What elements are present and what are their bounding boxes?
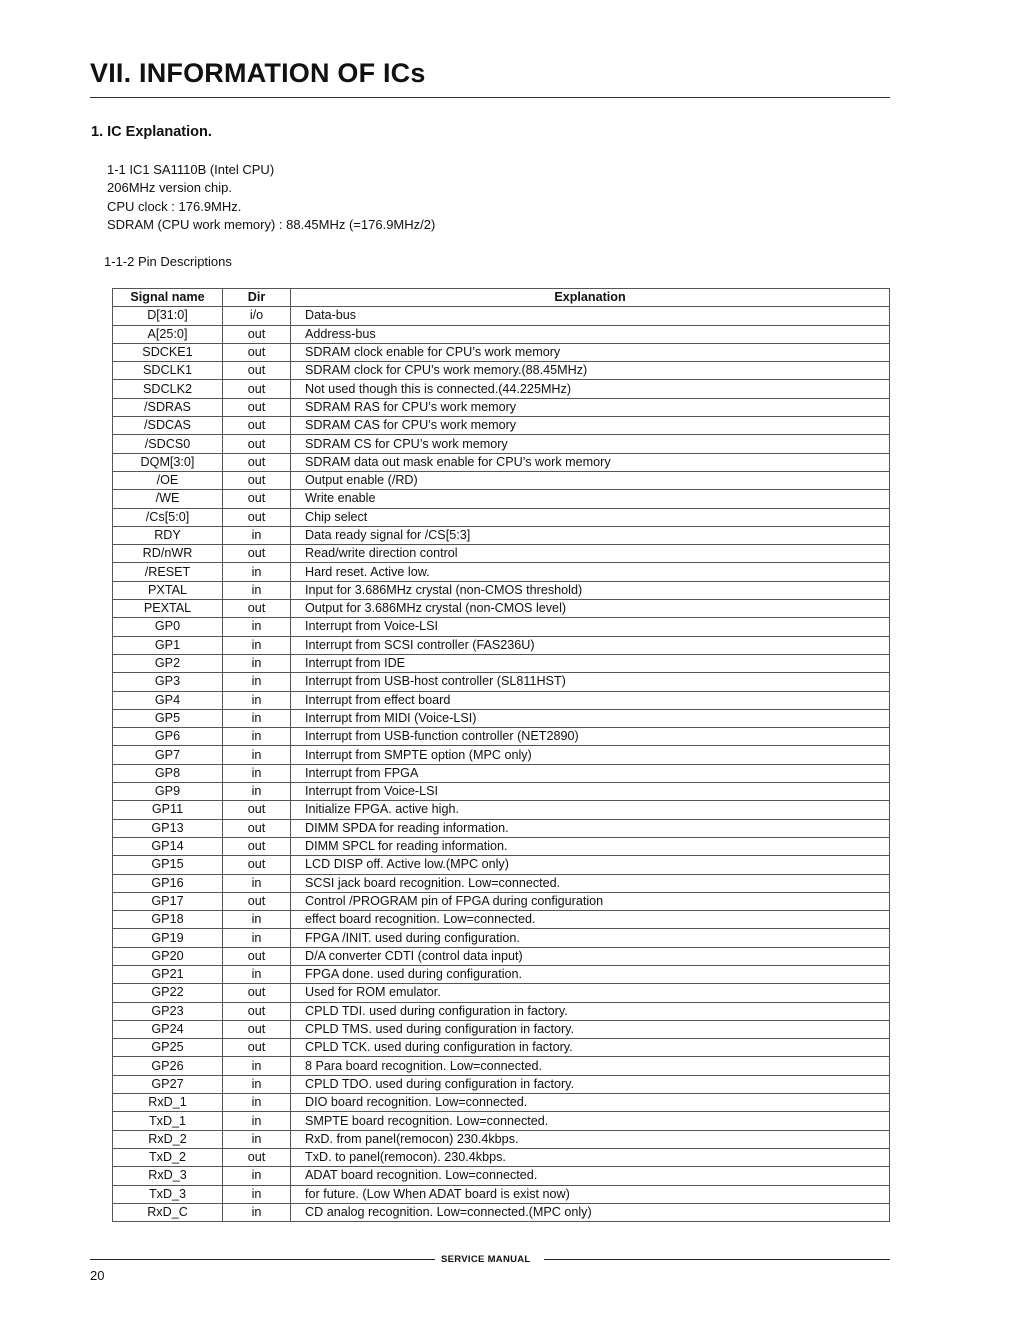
dir-cell: in <box>223 1094 291 1112</box>
table-row <box>113 362 890 380</box>
section-heading: 1. IC Explanation. <box>91 124 212 140</box>
dir-cell: in <box>223 1057 291 1075</box>
footer-rule-right <box>544 1259 890 1260</box>
signal-name-cell: GP26 <box>113 1057 223 1075</box>
dir-cell: out <box>223 947 291 965</box>
explanation-cell: Interrupt from SCSI controller (FAS236U) <box>291 636 890 654</box>
table-row <box>113 581 890 599</box>
explanation-cell: DIO board recognition. Low=connected. <box>291 1094 890 1112</box>
explanation-cell: 8 Para board recognition. Low=connected. <box>291 1057 890 1075</box>
dir-cell: in <box>223 636 291 654</box>
table-row <box>113 764 890 782</box>
dir-cell: in <box>223 783 291 801</box>
signal-name-cell: GP2 <box>113 654 223 672</box>
signal-name-cell: GP22 <box>113 984 223 1002</box>
explanation-cell: Interrupt from FPGA <box>291 764 890 782</box>
dir-cell: in <box>223 581 291 599</box>
explanation-cell: Initialize FPGA. active high. <box>291 801 890 819</box>
dir-cell: out <box>223 417 291 435</box>
intro-line: SDRAM (CPU work memory) : 88.45MHz (=176.9MHz/2) <box>107 216 436 232</box>
dir-cell: in <box>223 1167 291 1185</box>
dir-cell: out <box>223 1039 291 1057</box>
dir-cell: in <box>223 563 291 581</box>
dir-cell: in <box>223 691 291 709</box>
explanation-cell: CPLD TMS. used during configuration in factory. <box>291 1020 890 1038</box>
explanation-cell: CPLD TCK. used during configuration in factory. <box>291 1039 890 1057</box>
signal-name-cell: GP24 <box>113 1020 223 1038</box>
signal-name-cell: GP7 <box>113 746 223 764</box>
table-row <box>113 490 890 508</box>
signal-name-cell: RxD_3 <box>113 1167 223 1185</box>
signal-name-cell: RxD_1 <box>113 1094 223 1112</box>
dir-cell: out <box>223 984 291 1002</box>
dir-cell: in <box>223 618 291 636</box>
title-divider <box>90 97 890 98</box>
signal-name-cell: GP23 <box>113 1002 223 1020</box>
signal-name-cell: GP8 <box>113 764 223 782</box>
table-row <box>113 1057 890 1075</box>
dir-cell: in <box>223 746 291 764</box>
dir-cell: out <box>223 856 291 874</box>
table-row <box>113 343 890 361</box>
table-row <box>113 691 890 709</box>
table-row <box>113 380 890 398</box>
signal-name-cell: SDCLK1 <box>113 362 223 380</box>
dir-cell: in <box>223 526 291 544</box>
intro-line: 206MHz version chip. <box>107 180 232 196</box>
dir-cell: in <box>223 728 291 746</box>
table-row <box>113 1185 890 1203</box>
table-row <box>113 526 890 544</box>
explanation-cell: DIMM SPCL for reading information. <box>291 837 890 855</box>
table-row <box>113 563 890 581</box>
dir-cell: out <box>223 453 291 471</box>
table-row <box>113 783 890 801</box>
explanation-cell: TxD. to panel(remocon). 230.4kbps. <box>291 1148 890 1166</box>
table-row <box>113 600 890 618</box>
explanation-cell: Interrupt from Voice-LSI <box>291 618 890 636</box>
table-row <box>113 508 890 526</box>
signal-name-cell: A[25:0] <box>113 325 223 343</box>
dir-cell: in <box>223 673 291 691</box>
dir-cell: in <box>223 709 291 727</box>
signal-name-cell: RxD_2 <box>113 1130 223 1148</box>
header-explanation: Explanation <box>291 289 890 307</box>
table-row <box>113 325 890 343</box>
dir-cell: in <box>223 1203 291 1221</box>
explanation-cell: effect board recognition. Low=connected. <box>291 911 890 929</box>
signal-name-cell: /Cs[5:0] <box>113 508 223 526</box>
dir-cell: in <box>223 965 291 983</box>
signal-name-cell: RDY <box>113 526 223 544</box>
subsection-heading: 1-1-2 Pin Descriptions <box>104 254 232 269</box>
signal-name-cell: /RESET <box>113 563 223 581</box>
signal-name-cell: RxD_C <box>113 1203 223 1221</box>
dir-cell: i/o <box>223 307 291 325</box>
dir-cell: in <box>223 764 291 782</box>
table-row <box>113 911 890 929</box>
explanation-cell: Used for ROM emulator. <box>291 984 890 1002</box>
explanation-cell: Interrupt from SMPTE option (MPC only) <box>291 746 890 764</box>
explanation-cell: ADAT board recognition. Low=connected. <box>291 1167 890 1185</box>
dir-cell: out <box>223 325 291 343</box>
signal-name-cell: SDCLK2 <box>113 380 223 398</box>
explanation-cell: SDRAM data out mask enable for CPU’s work memory <box>291 453 890 471</box>
explanation-cell: Interrupt from Voice-LSI <box>291 783 890 801</box>
signal-name-cell: GP18 <box>113 911 223 929</box>
signal-name-cell: PEXTAL <box>113 600 223 618</box>
signal-name-cell: SDCKE1 <box>113 343 223 361</box>
footer-label: SERVICE MANUAL <box>441 1254 531 1265</box>
dir-cell: out <box>223 490 291 508</box>
table-row <box>113 435 890 453</box>
signal-name-cell: GP17 <box>113 892 223 910</box>
dir-cell: out <box>223 837 291 855</box>
signal-name-cell: GP27 <box>113 1075 223 1093</box>
table-row <box>113 307 890 325</box>
pin-descriptions-table <box>112 288 890 1222</box>
table-row <box>113 417 890 435</box>
explanation-cell: Read/write direction control <box>291 545 890 563</box>
dir-cell: out <box>223 545 291 563</box>
dir-cell: out <box>223 1148 291 1166</box>
header-dir: Dir <box>223 289 291 307</box>
dir-cell: out <box>223 362 291 380</box>
table-row <box>113 837 890 855</box>
table-row <box>113 1094 890 1112</box>
explanation-cell: SCSI jack board recognition. Low=connected. <box>291 874 890 892</box>
table-row <box>113 673 890 691</box>
table-row <box>113 636 890 654</box>
table-row <box>113 618 890 636</box>
signal-name-cell: PXTAL <box>113 581 223 599</box>
table-row <box>113 1075 890 1093</box>
explanation-cell: Data-bus <box>291 307 890 325</box>
explanation-cell: SMPTE board recognition. Low=connected. <box>291 1112 890 1130</box>
table-row <box>113 1167 890 1185</box>
intro-line: 1-1 IC1 SA1110B (Intel CPU) <box>107 162 275 177</box>
header-signal-name: Signal name <box>113 289 223 307</box>
table-header-row <box>113 289 890 307</box>
table-row <box>113 801 890 819</box>
intro-line: CPU clock : 176.9MHz. <box>107 198 242 214</box>
table-row <box>113 471 890 489</box>
explanation-cell: Interrupt from effect board <box>291 691 890 709</box>
table-row <box>113 1020 890 1038</box>
dir-cell: out <box>223 508 291 526</box>
table-row <box>113 874 890 892</box>
footer-rule-left <box>90 1259 435 1260</box>
signal-name-cell: DQM[3:0] <box>113 453 223 471</box>
signal-name-cell: GP14 <box>113 837 223 855</box>
explanation-cell: SDRAM clock for CPU’s work memory.(88.45MHz) <box>291 362 890 380</box>
signal-name-cell: GP13 <box>113 819 223 837</box>
signal-name-cell: TxD_3 <box>113 1185 223 1203</box>
signal-name-cell: GP21 <box>113 965 223 983</box>
explanation-cell: Interrupt from MIDI (Voice-LSI) <box>291 709 890 727</box>
table-row <box>113 728 890 746</box>
signal-name-cell: GP16 <box>113 874 223 892</box>
table-row <box>113 929 890 947</box>
explanation-cell: Write enable <box>291 490 890 508</box>
signal-name-cell: GP4 <box>113 691 223 709</box>
dir-cell: out <box>223 1002 291 1020</box>
explanation-cell: FPGA /INIT. used during configuration. <box>291 929 890 947</box>
dir-cell: out <box>223 1020 291 1038</box>
explanation-cell: FPGA done. used during configuration. <box>291 965 890 983</box>
explanation-cell: CPLD TDO. used during configuration in factory. <box>291 1075 890 1093</box>
signal-name-cell: TxD_1 <box>113 1112 223 1130</box>
explanation-cell: SDRAM RAS for CPU’s work memory <box>291 398 890 416</box>
explanation-cell: SDRAM CAS for CPU’s work memory <box>291 417 890 435</box>
table-row <box>113 545 890 563</box>
dir-cell: out <box>223 600 291 618</box>
explanation-cell: for future. (Low When ADAT board is exist now) <box>291 1185 890 1203</box>
table-row <box>113 654 890 672</box>
signal-name-cell: GP0 <box>113 618 223 636</box>
table-row <box>113 1130 890 1148</box>
dir-cell: in <box>223 874 291 892</box>
dir-cell: out <box>223 343 291 361</box>
signal-name-cell: GP25 <box>113 1039 223 1057</box>
dir-cell: out <box>223 435 291 453</box>
signal-name-cell: D[31:0] <box>113 307 223 325</box>
signal-name-cell: RD/nWR <box>113 545 223 563</box>
signal-name-cell: GP15 <box>113 856 223 874</box>
explanation-cell: Interrupt from USB-function controller (NET2890) <box>291 728 890 746</box>
dir-cell: out <box>223 801 291 819</box>
dir-cell: in <box>223 1075 291 1093</box>
explanation-cell: Output enable (/RD) <box>291 471 890 489</box>
explanation-cell: SDRAM CS for CPU’s work memory <box>291 435 890 453</box>
table-row <box>113 709 890 727</box>
signal-name-cell: GP20 <box>113 947 223 965</box>
explanation-cell: SDRAM clock enable for CPU’s work memory <box>291 343 890 361</box>
ic-intro <box>107 161 435 234</box>
explanation-cell: Control /PROGRAM pin of FPGA during configuration <box>291 892 890 910</box>
signal-name-cell: GP3 <box>113 673 223 691</box>
explanation-cell: DIMM SPDA for reading information. <box>291 819 890 837</box>
explanation-cell: LCD DISP off. Active low.(MPC only) <box>291 856 890 874</box>
table-row <box>113 453 890 471</box>
explanation-cell: Address-bus <box>291 325 890 343</box>
table-row <box>113 1203 890 1221</box>
dir-cell: in <box>223 911 291 929</box>
table-row <box>113 965 890 983</box>
table-row <box>113 819 890 837</box>
table-row <box>113 1112 890 1130</box>
dir-cell: in <box>223 1130 291 1148</box>
signal-name-cell: /SDCAS <box>113 417 223 435</box>
signal-name-cell: /SDCS0 <box>113 435 223 453</box>
dir-cell: out <box>223 380 291 398</box>
explanation-cell: CPLD TDI. used during configuration in factory. <box>291 1002 890 1020</box>
dir-cell: in <box>223 1112 291 1130</box>
signal-name-cell: GP11 <box>113 801 223 819</box>
dir-cell: out <box>223 819 291 837</box>
explanation-cell: Input for 3.686MHz crystal (non-CMOS threshold) <box>291 581 890 599</box>
explanation-cell: Hard reset. Active low. <box>291 563 890 581</box>
table-row <box>113 1002 890 1020</box>
table-row <box>113 892 890 910</box>
explanation-cell: CD analog recognition. Low=connected.(MPC only) <box>291 1203 890 1221</box>
explanation-cell: Interrupt from USB-host controller (SL811HST) <box>291 673 890 691</box>
table-row <box>113 947 890 965</box>
dir-cell: out <box>223 471 291 489</box>
dir-cell: out <box>223 398 291 416</box>
table-row <box>113 398 890 416</box>
explanation-cell: Not used though this is connected.(44.225MHz) <box>291 380 890 398</box>
explanation-cell: D/A converter CDTI (control data input) <box>291 947 890 965</box>
explanation-cell: Interrupt from IDE <box>291 654 890 672</box>
signal-name-cell: /WE <box>113 490 223 508</box>
signal-name-cell: GP9 <box>113 783 223 801</box>
signal-name-cell: /SDRAS <box>113 398 223 416</box>
explanation-cell: Chip select <box>291 508 890 526</box>
table-row <box>113 1039 890 1057</box>
table-body <box>113 307 890 1222</box>
dir-cell: in <box>223 654 291 672</box>
table-row <box>113 856 890 874</box>
page-title: VII. INFORMATION OF ICs <box>90 58 426 88</box>
signal-name-cell: GP5 <box>113 709 223 727</box>
dir-cell: out <box>223 892 291 910</box>
signal-name-cell: GP19 <box>113 929 223 947</box>
table-row <box>113 746 890 764</box>
dir-cell: in <box>223 929 291 947</box>
explanation-cell: Data ready signal for /CS[5:3] <box>291 526 890 544</box>
signal-name-cell: GP1 <box>113 636 223 654</box>
page-number: 20 <box>90 1268 105 1283</box>
signal-name-cell: TxD_2 <box>113 1148 223 1166</box>
explanation-cell: RxD. from panel(remocon) 230.4kbps. <box>291 1130 890 1148</box>
signal-name-cell: GP6 <box>113 728 223 746</box>
dir-cell: in <box>223 1185 291 1203</box>
signal-name-cell: /OE <box>113 471 223 489</box>
table-row <box>113 984 890 1002</box>
explanation-cell: Output for 3.686MHz crystal (non-CMOS level) <box>291 600 890 618</box>
table-row <box>113 1148 890 1166</box>
